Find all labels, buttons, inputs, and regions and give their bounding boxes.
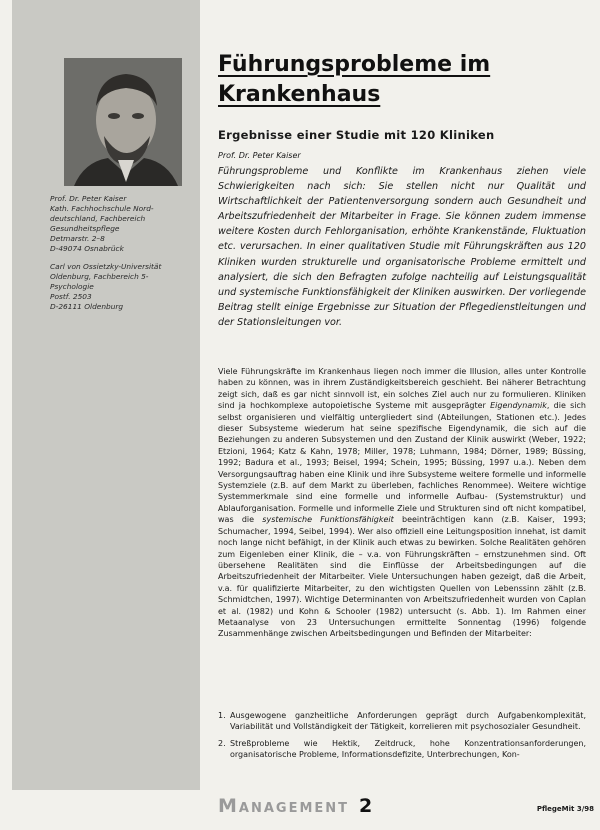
body-text-part: , die sich selbst organisieren und vielfältig untergliedert sind (Abteilungen, Stationen etc.). Jedes dieser Subsysteme wiederum hat seine spezifische Eigendynamik, die sich auf die Beziehungen zu anderen Subsystemen und den Zustand der Klinik auswirkt (Weber, 1922; Etzioni, 1964; Katz & Kahn, 1978; Miller, 1978; Luhmann, 1984; Dörner, 1989; Büssing, 1992; Badura et al., 1993; Beisel, 1994; Schein, 1995; Büssing, 1997 u.a.). Neben dem Versorgungsauftrag haben eine Klinik und ihre Subsysteme weitere formelle und informelle Systemziele (z.B. auf dem Markt zu überleben, fachliches Renommee). Weitere wichtige Systemmerkmale sind eine formelle und informelle Aufbau- (Systemstruktur) und Ablauforganisation. Formelle und informelle Ziele und Strukturen sind oft nicht kompatibel, was die (218, 401, 586, 525)
author-affiliation (50, 194, 190, 320)
affiliation-2 (50, 262, 190, 312)
affiliation-1 (50, 194, 190, 254)
affiliation-line: Kath. Fachhochschule Nord- (50, 204, 154, 213)
list-number: 1. (218, 711, 226, 720)
affiliation-line: Detmarstr. 2–8 (50, 234, 105, 243)
list-text: Streßprobleme wie Hektik, Zeitdruck, hohe Konzentrationsanforderungen, organisatorische Probleme, Informationsdefizite, Unterbrechungen, Kon- (230, 738, 586, 760)
body-emphasis: Eigendynamik (490, 401, 547, 411)
title-line: Krankenhaus (218, 82, 381, 107)
list-item (218, 738, 586, 761)
title-line: Führungsprobleme im (218, 52, 491, 77)
list-text: Ausgewogene ganzheitliche Anforderungen geprägt durch Aufgabenkomplexität, Variabilität und Vollständigkeit der Tätigkeit, korrelieren mit psychosozialer Gesundheit. (230, 711, 586, 732)
body-text-part: Viele Führungskräfte im Krankenhaus liegen noch immer die Illusion, alles unter Kontrolle haben zu können, was in ihrem Zuständigkeitsbereich geschieht. Bei näherer Betrachtung zeigt sich, daß es gar nicht sinnvoll ist, ein solches Ziel auch nur zu formulieren. Kliniken sind ja hochkomplexe autopoietische Systeme mit ausgeprägter (218, 367, 586, 411)
affiliation-line: D-26111 Oldenburg (50, 302, 124, 311)
findings-list (218, 710, 586, 766)
affiliation-line: Carl von Ossietzky-Universität (50, 262, 162, 271)
affiliation-line: deutschland, Fachbereich (50, 214, 146, 223)
list-number: 2. (218, 738, 226, 748)
article-abstract: Führungsprobleme und Konflikte im Krankenhaus ziehen viele Schwierigkeiten nach sich: Sie stellen nicht nur Qualität und Wirtschaftlichkeit der Patientenversorgung sondern auch Gesundheit und Arbeitszufriedenheit der Mitarbeiter in Frage. Sie können zudem immense weitere Kosten durch Fehlorganisation, erhöhte Krankenstände, Fluktuation etc. verursachen. In einer qualitativen Studie mit Führungskräften aus 120 Kliniken wurden strukturelle und organisatorische Probleme ermittelt und analysiert, die sich den Befragten zufolge nachteilig auf Leistungsqualität und systemische Funktionsfähigkeit der Kliniken auswirken. Der vorliegende Beitrag stellt einige Ergebnisse zur Situation der Pflegedienstleitungen und der Stationsleitungen vor. (218, 166, 586, 328)
affiliation-line: D-49074 Osnabrück (50, 244, 124, 253)
affiliation-line: Psychologie (50, 282, 94, 291)
affiliation-line: Prof. Dr. Peter Kaiser (50, 194, 127, 203)
article-author: Prof. Dr. Peter Kaiser (218, 151, 301, 160)
body-text-part: beeinträchtigen kann (z.B. Kaiser, 1993; Schumacher, 1994, Seibel, 1994). Wer also offiziell eine Leitungsposition innehat, ist damit noch lange nicht befähigt, in der Klinik auch etwas zu bewirken. Solche Realitäten gehören zum Eigenleben einer Klinik, die – v.a. von Führungskräften – ernstzunehmen sind. Oft übersehene Realitäten sind die Einflüsse der Arbeitsbedingungen auf die Arbeitszufriedenheit der Mitarbeiter. Viele Untersuchungen haben gezeigt, daß die Arbeit, v.a. für qualifizierte Mitarbeiter, zu den wichtigsten Quellen von Lebenssinn zählt (z.B. Schmidtchen, 1997). Wichtige Determinanten von Arbeitszufriedenheit wurden von Caplan et al. (1982) und Kohn & Schooler (1982) untersucht (s. Abb. 1). Im Rahmen einer Metaanalyse von 23 Untersuchungen ermittelte Sonnentag (1996) folgende Zusammenhänge zwischen Arbeitsbedingungen und Befinden der Mitarbeiter: (218, 515, 586, 639)
body-emphasis: systemische Funktionsfähigkeit (262, 515, 394, 525)
article-body (218, 366, 586, 640)
list-item (218, 710, 586, 733)
author-photo (64, 58, 182, 186)
page-number: 2 (359, 795, 373, 817)
magazine-section: Management (218, 795, 350, 817)
issue-label: PflegeMit 3/98 (536, 805, 594, 813)
article-title (218, 50, 588, 110)
section-label (218, 795, 372, 817)
affiliation-line: Oldenburg, Fachbereich 5- (50, 272, 149, 281)
affiliation-line: Postf. 2503 (50, 292, 92, 301)
affiliation-line: Gesundheitspflege (50, 224, 120, 233)
article-subtitle: Ergebnisse einer Studie mit 120 Kliniken (218, 128, 495, 142)
author-portrait-image (64, 58, 182, 186)
article-title-block (218, 50, 588, 110)
